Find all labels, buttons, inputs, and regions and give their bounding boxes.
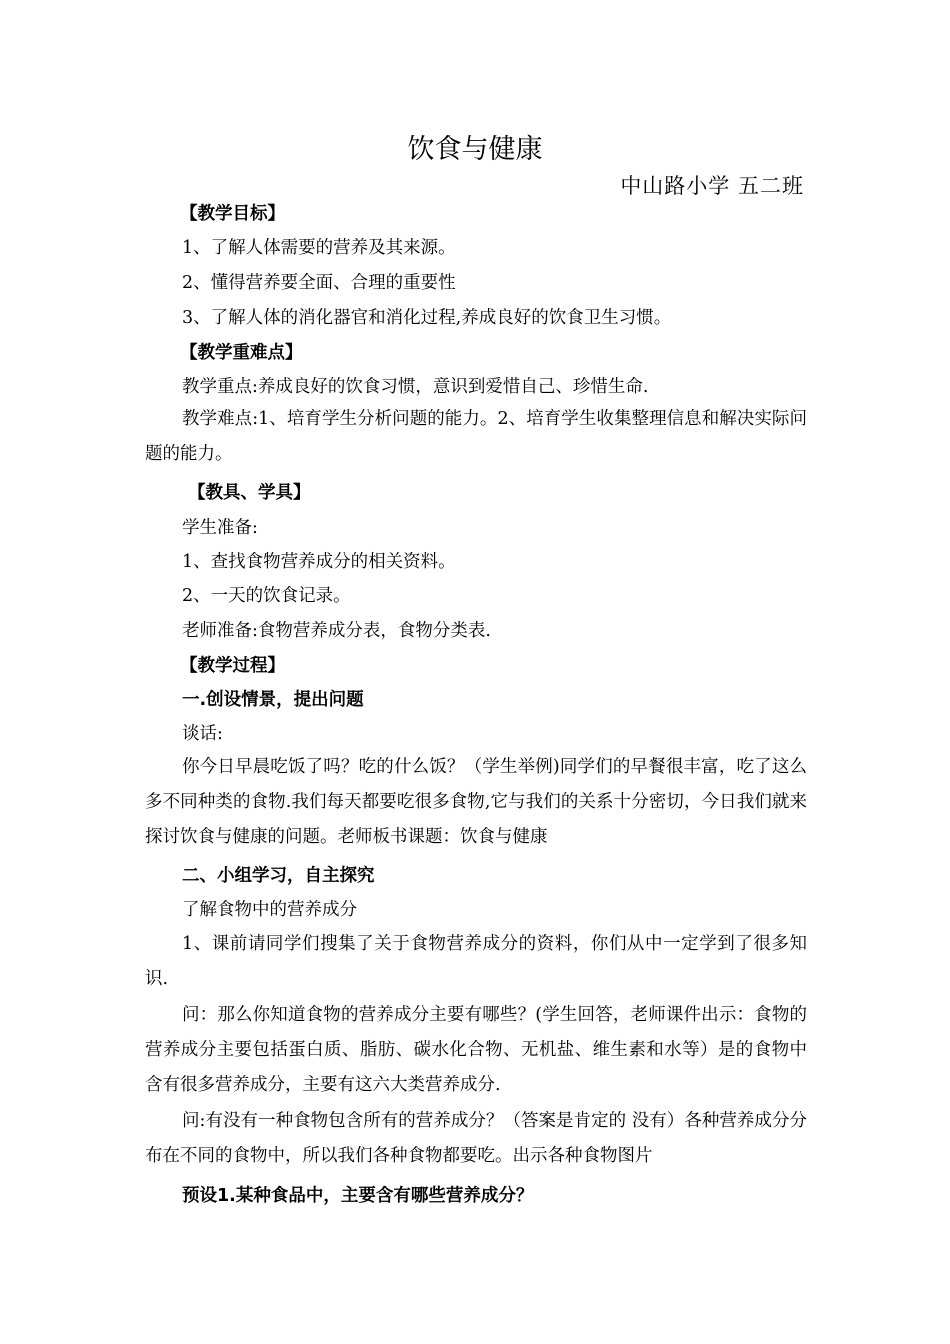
section2-heading: 二、小组学习，自主探究	[182, 866, 375, 886]
objective-item-1: 1、了解人体需要的营养及其来源。	[182, 238, 456, 258]
student-prep-label: 学生准备:	[182, 518, 258, 538]
section1-heading: 一.创设情景，提出问题	[182, 690, 364, 710]
material-item-1: 1、查找食物营养成分的相关资料。	[182, 552, 456, 572]
section2-paragraph-2: 问：那么你知道食物的营养成分主要有哪些？(学生回答，老师课件出示：食物的营养成分主要包括蛋白质、脂肪、碳水化合物、无机盐、维生素和水等）是的食物中含有很多营养成分，主要有这六大类营养成分.	[145, 1005, 807, 1095]
objectives-heading: 【教学目标】	[180, 204, 285, 224]
preset-question: 预设1.某种食品中，主要含有哪些营养成分？	[182, 1186, 534, 1206]
document-title: 饮食与健康	[407, 134, 543, 165]
talk-label: 谈话:	[182, 724, 223, 744]
section2-paragraph-3: 问:有没有一种食物包含所有的营养成分？（答案是肯定的 没有）各种营养成分分布在不同的食物中，所以我们各种食物都要吃。出示各种食物图片	[145, 1111, 807, 1166]
teacher-prep: 老师准备:食物营养成分表，食物分类表.	[182, 621, 491, 641]
material-item-2: 2、一天的饮食记录。	[182, 586, 351, 606]
process-heading: 【教学过程】	[180, 656, 285, 676]
teaching-focus: 教学重点:养成良好的饮食习惯，意识到爱惜自己、珍惜生命.	[182, 377, 649, 397]
materials-heading: 【教具、学具】	[188, 483, 311, 503]
section1-paragraph: 你今日早晨吃饭了吗？吃的什么饭？（学生举例)同学们的早餐很丰富，吃了这么多不同种类的食物.我们每天都要吃很多食物,它与我们的关系十分密切，今日我们就来探讨饮食与健康的问题。老师板书课题：饮食与健康	[145, 757, 807, 847]
teaching-difficulty: 教学难点:1、培育学生分析问题的能力。2、培育学生收集整理信息和解决实际问题的能力。	[145, 409, 807, 464]
objective-item-2: 2、懂得营养要全面、合理的重要性	[182, 273, 456, 293]
section2-subheading: 了解食物中的营养成分	[182, 900, 357, 920]
objective-item-3: 3、了解人体的消化器官和消化过程,养成良好的饮食卫生习惯。	[182, 308, 672, 328]
section2-paragraph-1: 1、课前请同学们搜集了关于食物营养成分的资料，你们从中一定学到了很多知识.	[145, 934, 807, 989]
school-class-label: 中山路小学 五二班	[620, 174, 804, 198]
key-points-heading: 【教学重难点】	[180, 343, 303, 363]
